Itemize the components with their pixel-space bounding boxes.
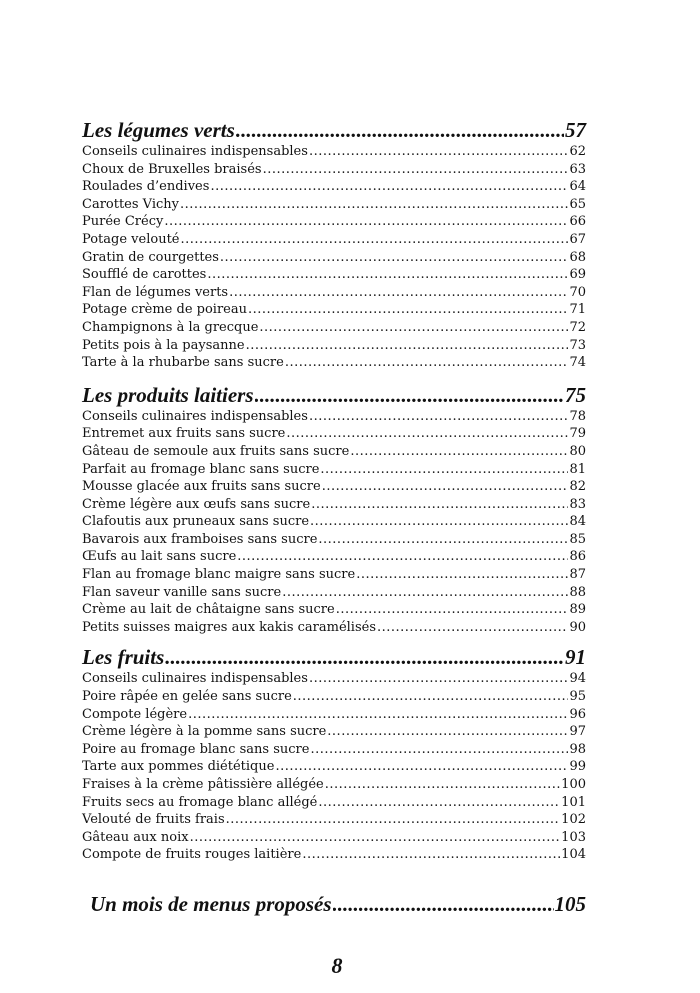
section-title: Les fruits (82, 645, 165, 670)
toc-entry (82, 741, 586, 759)
toc-entry (82, 706, 586, 724)
toc-entry (82, 196, 586, 214)
final-section-heading (90, 891, 586, 917)
toc-entry (82, 213, 586, 231)
dot-leader (255, 382, 564, 408)
entry-page: 95 (569, 689, 586, 705)
section-page: 91 (565, 645, 586, 670)
entry-page: 103 (561, 829, 586, 845)
entry-page: 86 (569, 549, 586, 565)
dot-leader (237, 548, 568, 566)
toc-entry (82, 319, 586, 337)
entry-page: 81 (569, 461, 586, 477)
entry-page: 67 (569, 231, 586, 247)
toc-entry (82, 688, 586, 706)
entry-page: 104 (561, 847, 586, 863)
section-title: Les légumes verts (82, 118, 235, 142)
entry-page: 74 (569, 355, 586, 371)
entry-page: 64 (569, 179, 586, 195)
entry-page: 62 (569, 144, 586, 159)
toc-entry (82, 531, 586, 549)
dot-leader (302, 846, 560, 864)
table-of-contents (82, 117, 586, 864)
dot-leader (263, 161, 569, 179)
dot-leader (293, 688, 569, 706)
entry-title: Poire râpée en gelée sans sucre (82, 689, 292, 705)
toc-entry (82, 301, 586, 319)
entry-page: 100 (561, 777, 586, 792)
toc-entry (82, 496, 586, 514)
toc-entry (82, 846, 586, 864)
dot-leader (246, 337, 569, 355)
entry-page: 71 (569, 302, 586, 318)
entry-page: 66 (569, 214, 586, 230)
entry-title: Velouté de fruits frais (82, 812, 225, 828)
dot-leader (165, 644, 564, 670)
entry-title: Soufflé de carottes (82, 267, 207, 283)
toc-entry (82, 354, 586, 372)
entry-title: Gratin de courgettes (82, 249, 219, 265)
dot-leader (275, 758, 568, 776)
entry-page: 90 (569, 619, 586, 635)
dot-leader (350, 443, 568, 461)
toc-entry (82, 443, 586, 461)
entry-page: 65 (569, 196, 586, 212)
entry-title: Petits suisses maigres aux kakis caramélisés (82, 619, 376, 635)
entry-page: 96 (569, 706, 586, 722)
dot-leader (285, 354, 569, 372)
entry-page: 73 (569, 337, 586, 353)
toc-entry (82, 266, 586, 284)
dot-leader (226, 811, 561, 829)
toc-entry (82, 513, 586, 531)
entry-title: Compote légère (82, 706, 188, 722)
dot-leader (377, 619, 568, 637)
entry-title: Tarte aux pommes diététique (82, 759, 275, 775)
entry-page: 70 (569, 284, 586, 300)
dot-leader (180, 231, 568, 249)
section-fruits (82, 644, 586, 864)
entry-title: Clafoutis aux pruneaux sans sucre (82, 514, 310, 530)
dot-leader (229, 284, 568, 302)
entry-page: 79 (569, 426, 586, 442)
entry-page: 78 (569, 408, 586, 424)
section-heading (82, 117, 586, 143)
section-heading (82, 644, 586, 670)
toc-entry (82, 670, 586, 688)
dot-leader (325, 776, 560, 794)
entry-title: Poire au fromage blanc sans sucre (82, 741, 310, 757)
entry-title: Purée Crécy (82, 214, 164, 230)
entry-page: 72 (569, 319, 586, 335)
entry-title: Entremet aux fruits sans sucre (82, 426, 286, 442)
entry-page: 89 (569, 602, 586, 618)
entry-page: 83 (569, 496, 586, 512)
toc-entry (82, 143, 586, 161)
section-legumes-verts (82, 117, 586, 372)
entry-page: 80 (569, 443, 586, 459)
entry-page: 84 (569, 514, 586, 530)
dot-leader (236, 117, 564, 143)
dot-leader (164, 213, 568, 231)
dot-leader (356, 566, 568, 584)
entry-title: Potage velouté (82, 231, 180, 247)
entry-title: Carottes Vichy (82, 196, 179, 212)
entry-title: Flan de légumes verts (82, 284, 229, 300)
dot-leader (282, 584, 568, 602)
entry-page: 97 (569, 724, 586, 740)
entry-title: Roulades d’endives (82, 179, 210, 195)
toc-entry (82, 566, 586, 584)
entry-title: Crème au lait de châtaigne sans sucre (82, 602, 335, 618)
dot-leader (259, 319, 568, 337)
toc-entry (82, 425, 586, 443)
entry-title: Champignons à la grecque (82, 319, 259, 335)
entry-page: 82 (569, 479, 586, 495)
entry-title: Parfait au fromage blanc sans sucre (82, 461, 320, 477)
entry-title: Fruits secs au fromage blanc allégé (82, 794, 318, 810)
entry-page: 85 (569, 531, 586, 547)
entry-title: Gâteau de semoule aux fruits sans sucre (82, 443, 350, 459)
toc-entry (82, 337, 586, 355)
section-page: 57 (565, 118, 586, 142)
dot-leader (220, 249, 569, 267)
toc-entry (82, 461, 586, 479)
toc-entry (82, 478, 586, 496)
entry-title: Compote de fruits rouges laitière (82, 847, 302, 863)
entry-title: Petits pois à la paysanne (82, 337, 245, 353)
section-heading (82, 382, 586, 408)
toc-entry (82, 178, 586, 196)
final-section-title: Un mois de menus proposés (90, 892, 332, 916)
entry-title: Crème légère aux œufs sans sucre (82, 496, 311, 512)
dot-leader (327, 723, 568, 741)
dot-leader (309, 670, 569, 688)
dot-leader (207, 266, 568, 284)
dot-leader (318, 531, 568, 549)
dot-leader (180, 196, 568, 214)
dot-leader (333, 891, 554, 917)
entry-title: Conseils culinaires indispensables (82, 671, 308, 687)
toc-entry (82, 619, 586, 637)
dot-leader (309, 143, 569, 161)
entry-title: Flan au fromage blanc maigre sans sucre (82, 567, 356, 583)
entry-page: 99 (569, 759, 586, 775)
page-number: 8 (331, 953, 343, 978)
entry-title: Conseils culinaires indispensables (82, 144, 308, 159)
toc-entry (82, 723, 586, 741)
toc-entry (82, 548, 586, 566)
toc-entry (82, 601, 586, 619)
final-section-page: 105 (554, 892, 586, 916)
dot-leader (190, 829, 561, 847)
toc-entry (82, 584, 586, 602)
entry-title: Œufs au lait sans sucre (82, 549, 237, 565)
entry-title: Fraises à la crème pâtissière allégée (82, 777, 324, 792)
toc-entry (82, 776, 586, 794)
section-produits-laitiers (82, 382, 586, 637)
entry-page: 88 (569, 584, 586, 600)
toc-entry (82, 794, 586, 812)
section-page: 75 (565, 382, 586, 407)
dot-leader (320, 461, 568, 479)
entry-page: 63 (569, 161, 586, 177)
entry-title: Potage crème de poireau (82, 302, 247, 318)
dot-leader (322, 478, 569, 496)
entry-page: 69 (569, 267, 586, 283)
entry-page: 101 (561, 794, 586, 810)
dot-leader (311, 496, 568, 514)
entry-page: 102 (561, 812, 586, 828)
dot-leader (248, 301, 568, 319)
dot-leader (210, 178, 568, 196)
entry-title: Choux de Bruxelles braisés (82, 161, 262, 177)
dot-leader (318, 794, 560, 812)
toc-entry (82, 811, 586, 829)
toc-entry (82, 161, 586, 179)
dot-leader (310, 513, 568, 531)
dot-leader (309, 408, 569, 426)
dot-leader (336, 601, 569, 619)
entry-page: 68 (569, 249, 586, 265)
toc-entry (82, 829, 586, 847)
section-title: Les produits laitiers (82, 382, 254, 407)
entry-title: Bavarois aux framboises sans sucre (82, 531, 318, 547)
entry-title: Mousse glacée aux fruits sans sucre (82, 479, 321, 495)
entry-title: Tarte à la rhubarbe sans sucre (82, 355, 284, 371)
dot-leader (310, 741, 568, 759)
entry-page: 94 (569, 671, 586, 687)
toc-entry (82, 758, 586, 776)
entry-title: Gâteau aux noix (82, 829, 189, 845)
entry-title: Crème légère à la pomme sans sucre (82, 724, 327, 740)
toc-entry (82, 249, 586, 267)
toc-entry (82, 284, 586, 302)
dot-leader (188, 706, 568, 724)
entry-page: 98 (569, 741, 586, 757)
toc-entry (82, 231, 586, 249)
entry-title: Conseils culinaires indispensables (82, 408, 308, 424)
toc-entry (82, 408, 586, 426)
entry-page: 87 (569, 567, 586, 583)
dot-leader (286, 425, 568, 443)
entry-title: Flan saveur vanille sans sucre (82, 584, 282, 600)
